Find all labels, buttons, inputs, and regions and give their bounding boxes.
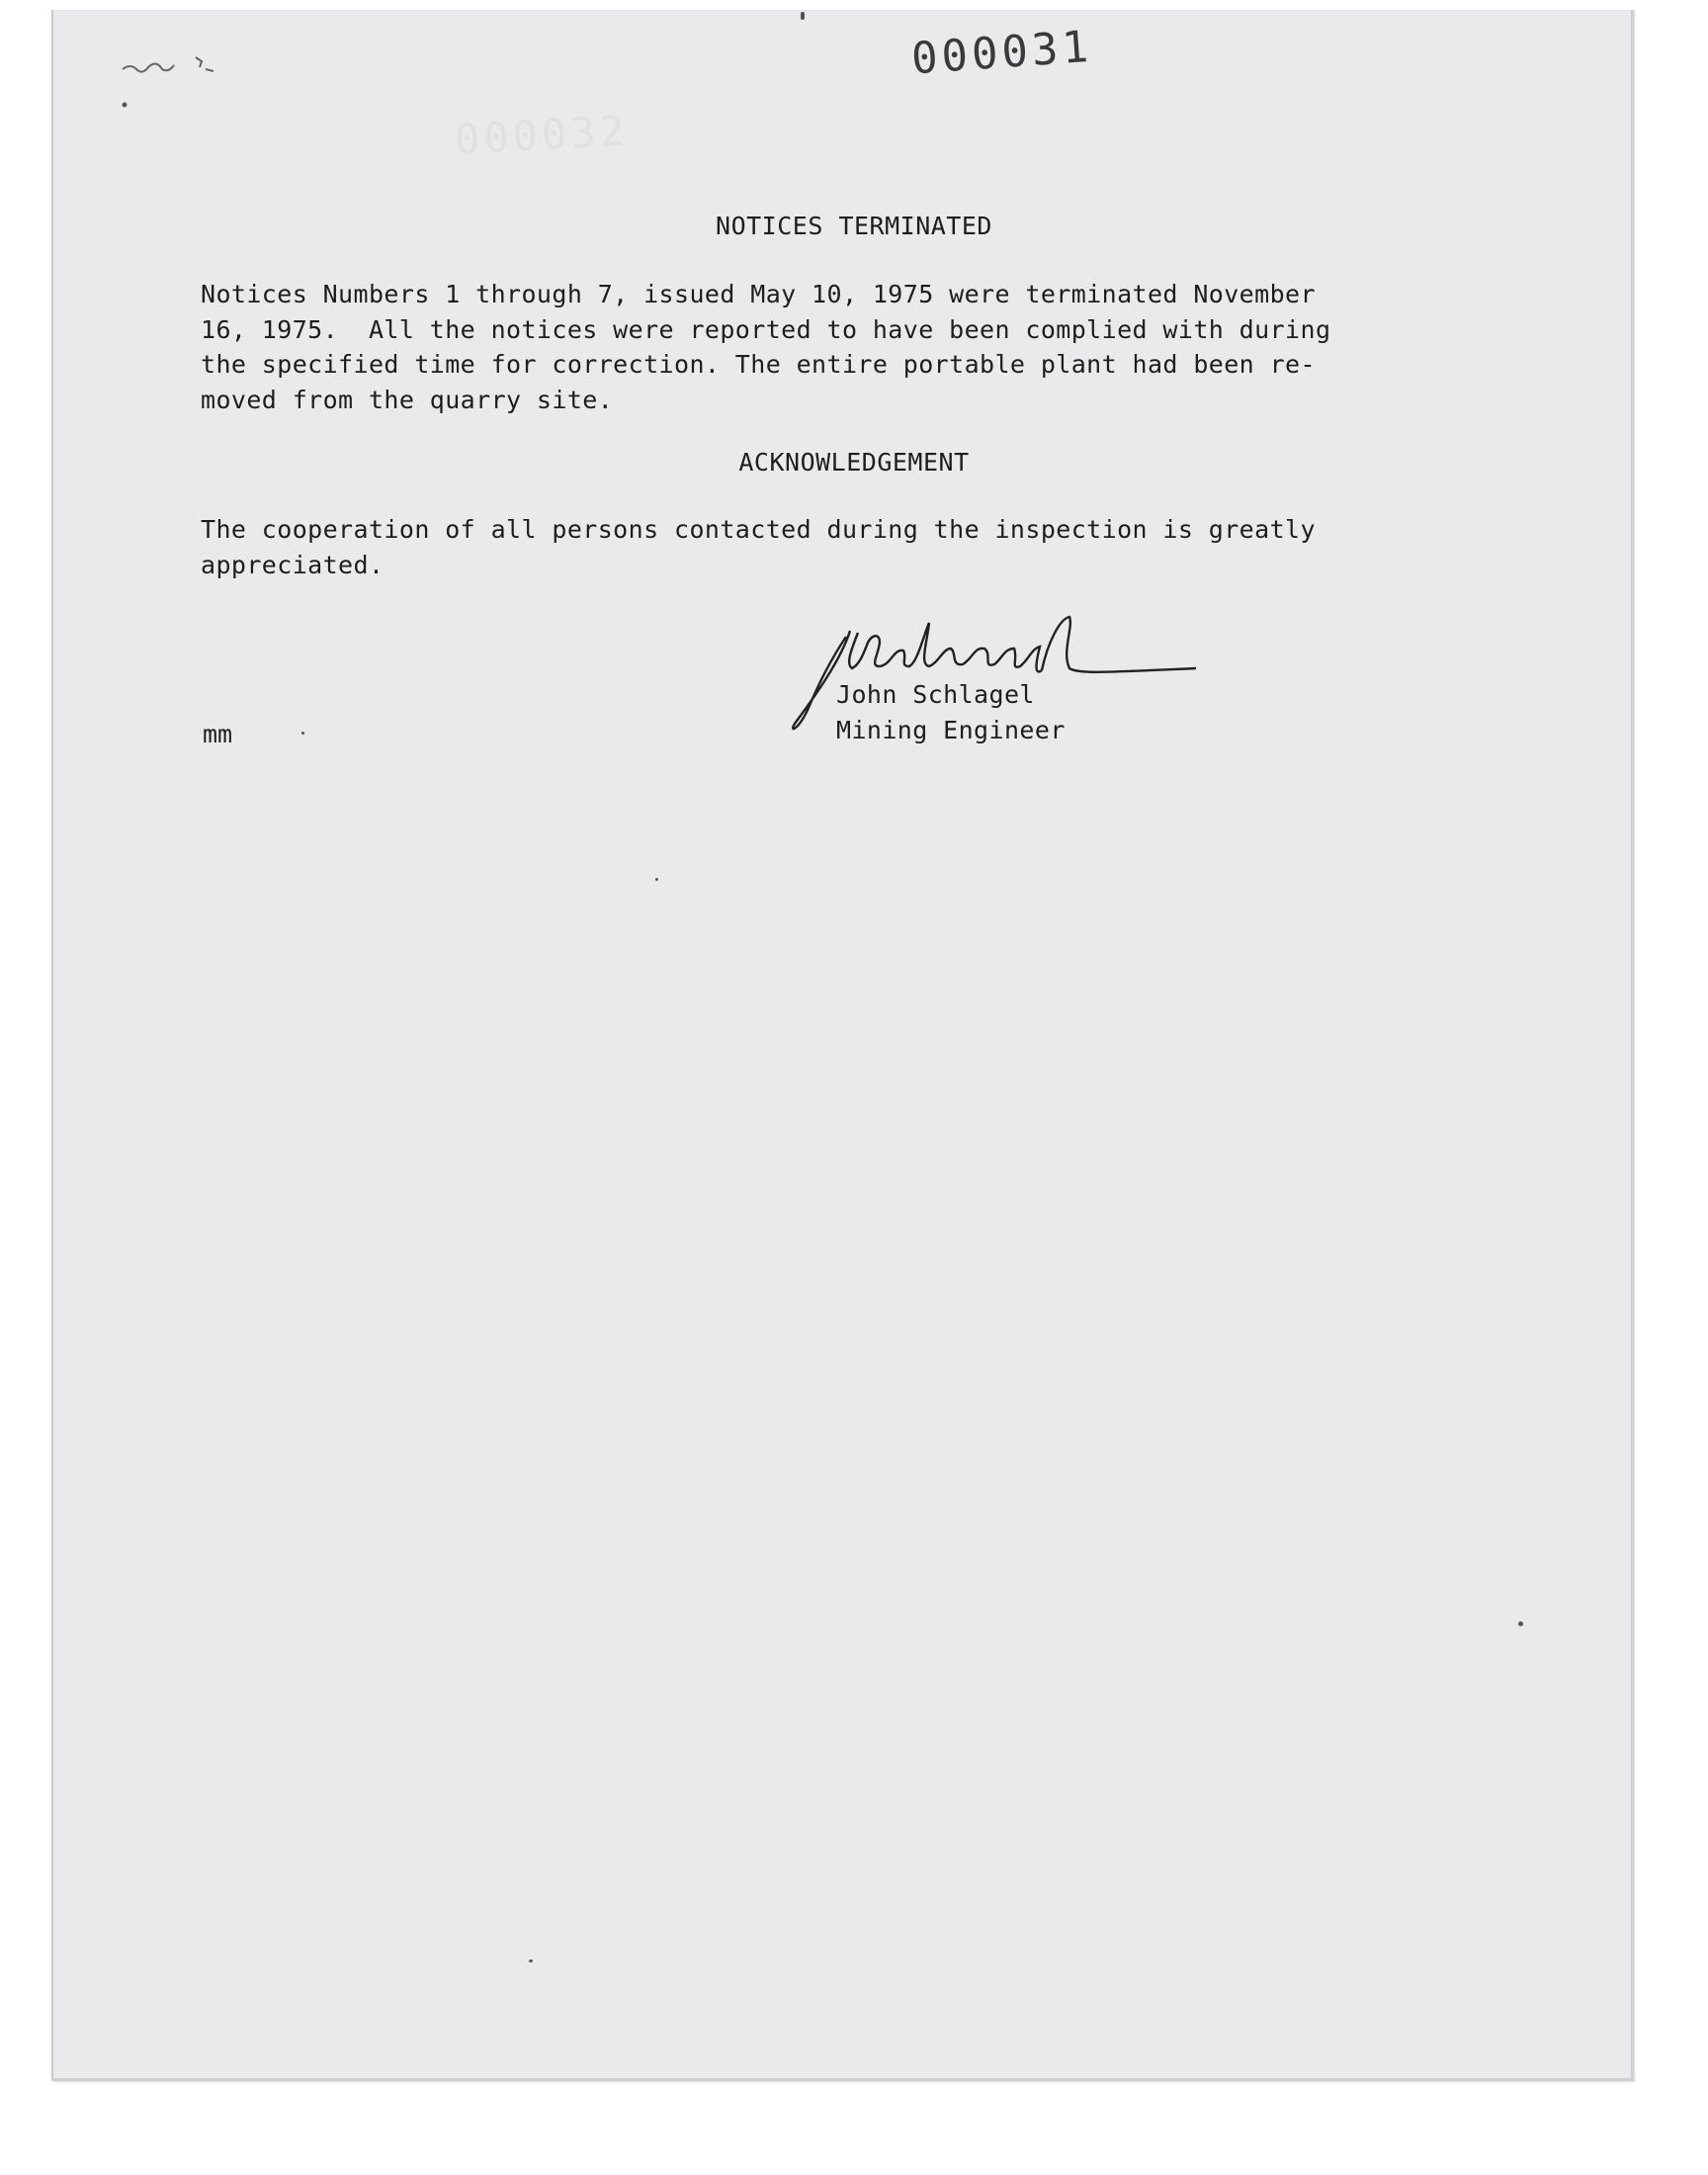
paragraph-line: Notices Numbers 1 through 7, issued May 10, 1975 were terminated November [201, 280, 1316, 308]
speck [301, 732, 304, 735]
paragraph-line: appreciated. [201, 550, 384, 579]
section-heading-acknowledgement: ACKNOWLEDGEMENT [738, 448, 970, 477]
bleed-through-stamp: 000032 [453, 106, 630, 164]
signer-title: Mining Engineer [836, 716, 1066, 744]
page-number-stamp: 000031 [909, 21, 1094, 85]
section-heading-notices: NOTICES TERMINATED [716, 212, 992, 240]
notices-paragraph [201, 277, 1525, 417]
typist-initials: mm [203, 720, 233, 748]
paragraph-line: moved from the quarry site. [201, 385, 614, 414]
acknowledgement-paragraph [201, 512, 1525, 582]
speck [1518, 1621, 1523, 1626]
signer-name: John Schlagel [836, 680, 1035, 709]
speck [801, 12, 805, 20]
speck [655, 878, 658, 881]
page-left-edge [51, 10, 53, 2078]
paragraph-line: The cooperation of all persons contacted during the inspection is greatly [201, 515, 1316, 544]
margin-scribble [117, 44, 225, 113]
signature-text: J Schlagel [781, 613, 788, 614]
paragraph-line: the specified time for correction. The entire portable plant had been re- [201, 350, 1316, 379]
paragraph-line: 16, 1975. All the notices were reported to have been complied with during [201, 314, 1331, 344]
speck [529, 1959, 533, 1962]
